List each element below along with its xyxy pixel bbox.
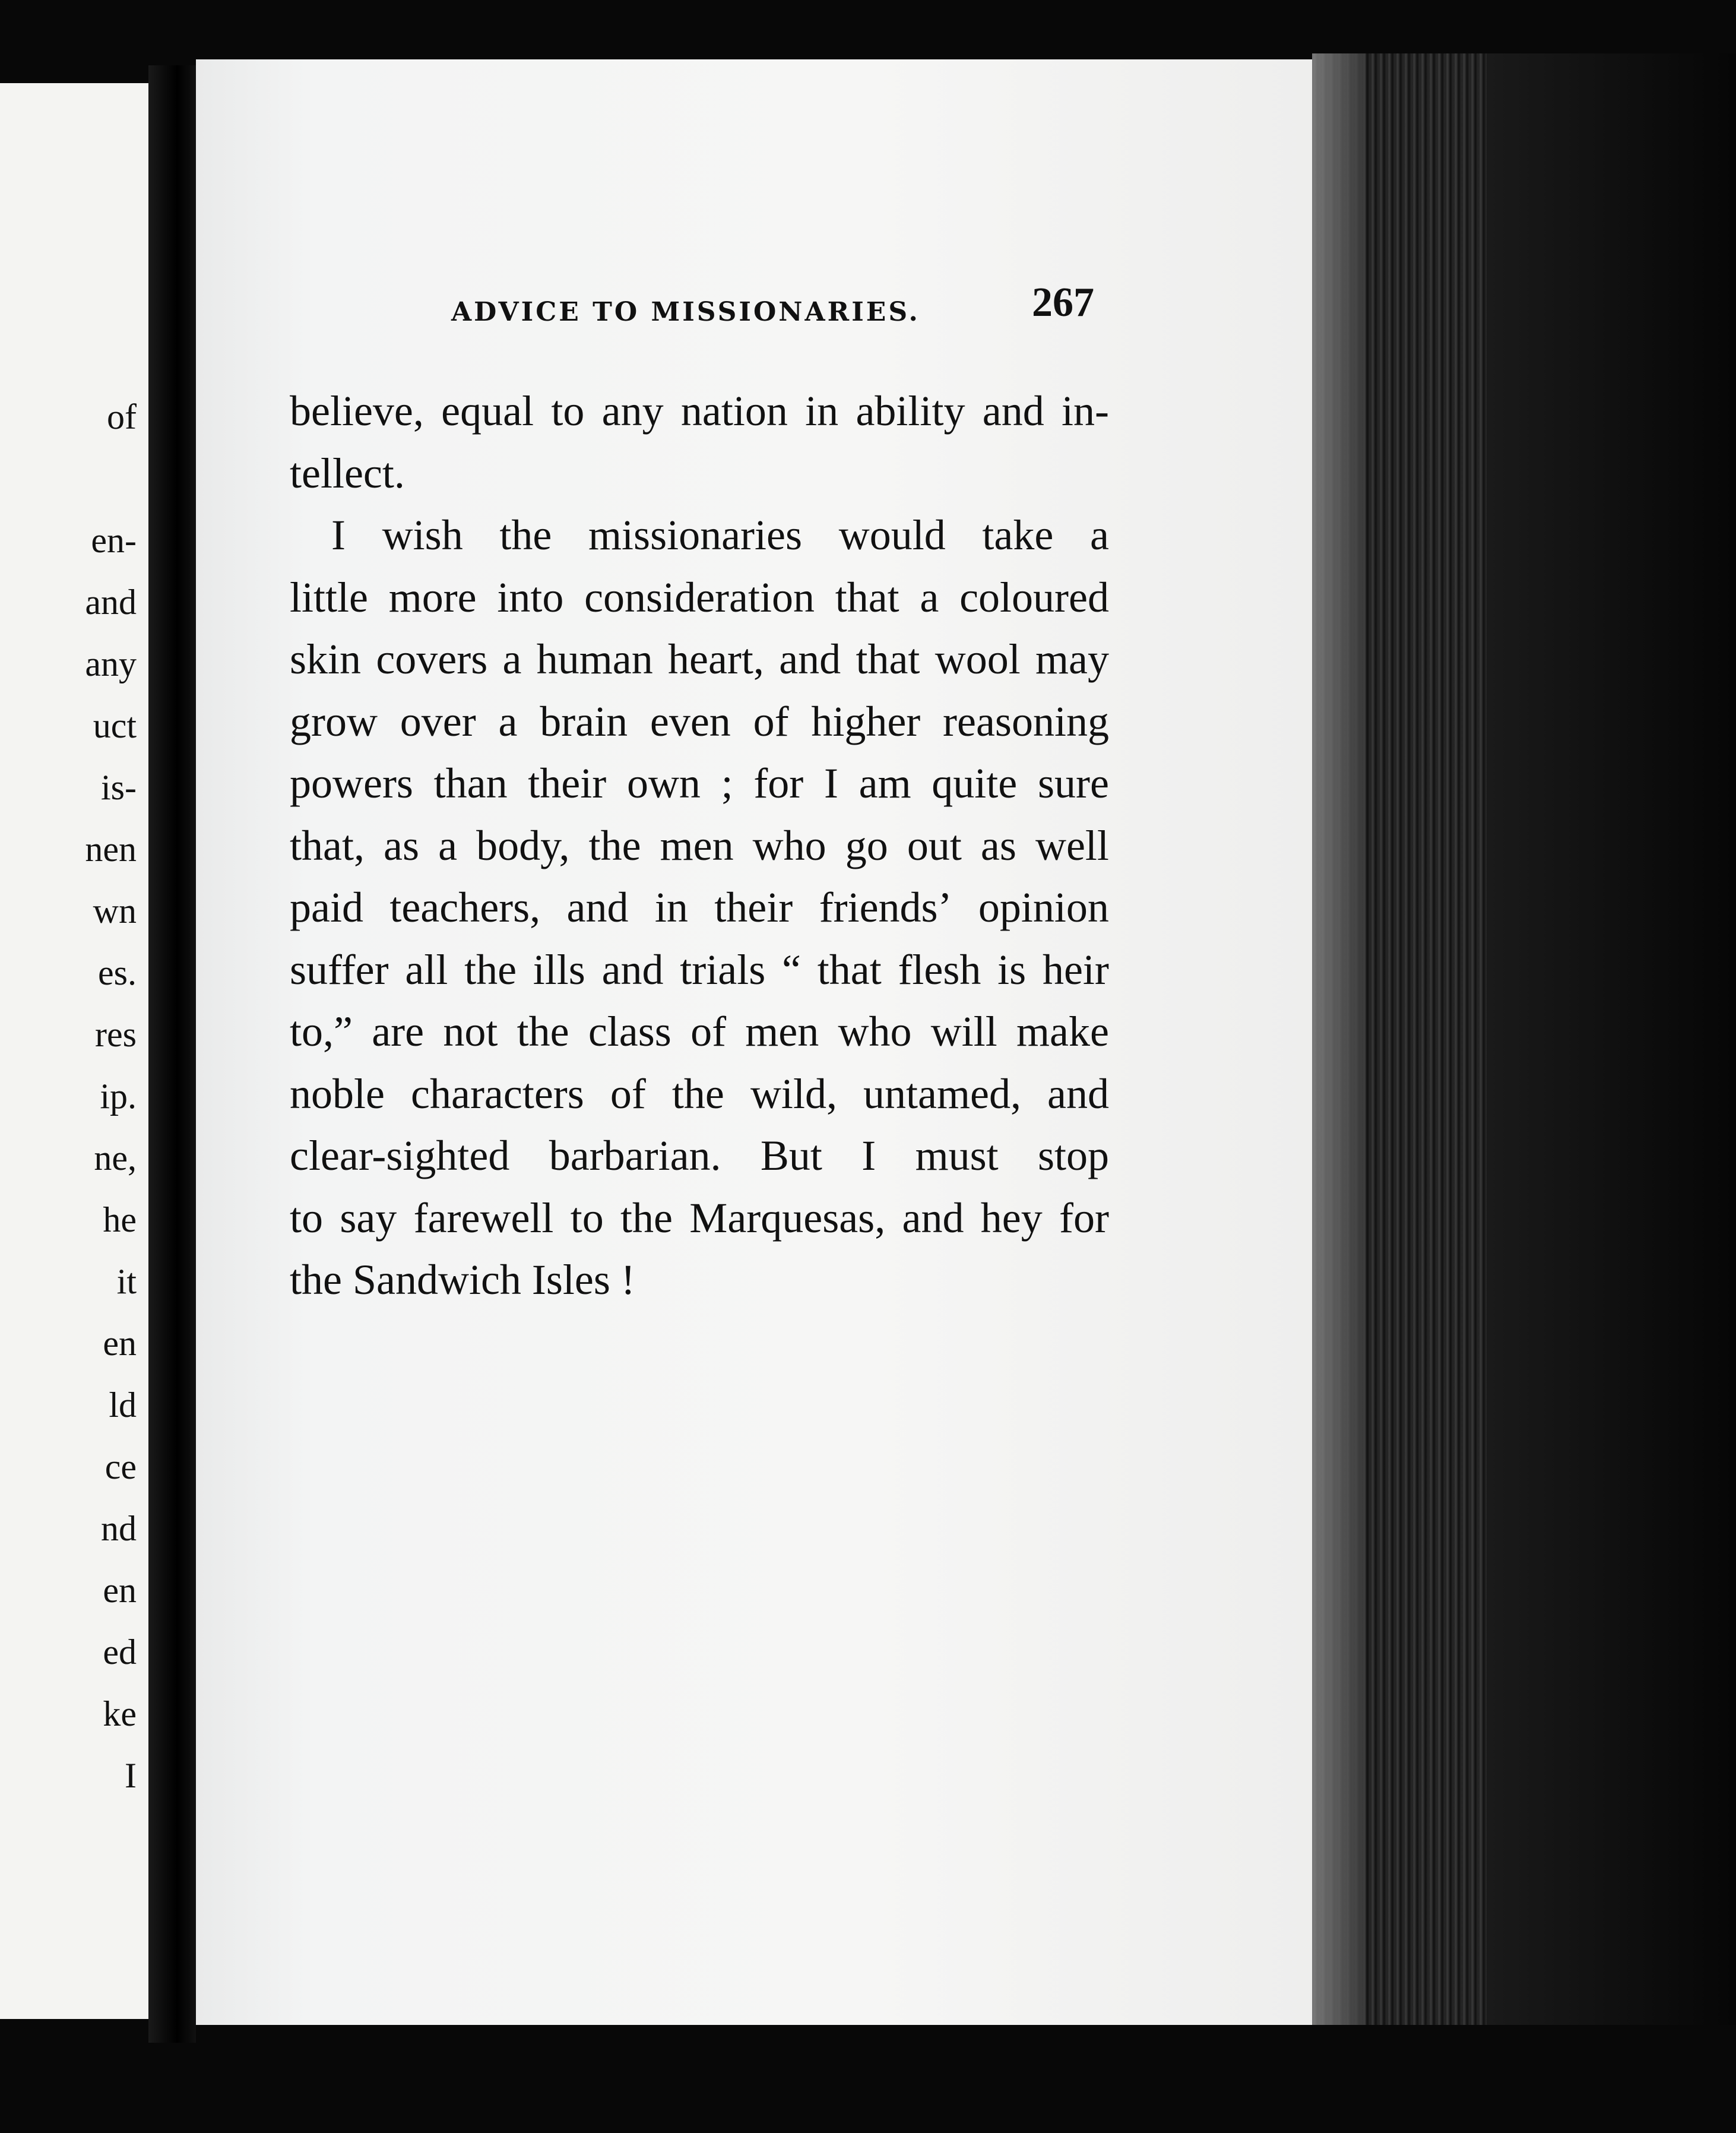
fore-edge-highlight <box>1312 53 1366 2025</box>
word: that <box>856 635 920 683</box>
word: of <box>690 1008 727 1055</box>
word: paid <box>290 884 363 931</box>
word: But <box>760 1132 822 1179</box>
line-content <box>290 567 1109 629</box>
text-line <box>290 939 1109 1001</box>
word: for <box>753 759 804 807</box>
word: barbarian. <box>549 1132 721 1179</box>
word: in <box>805 387 839 435</box>
left-fragment: ip. <box>100 1077 137 1116</box>
word: and <box>982 387 1044 435</box>
word: to <box>551 387 585 435</box>
text-line <box>290 1249 1109 1311</box>
word: heir <box>1042 945 1109 993</box>
word: a <box>1090 511 1109 559</box>
word: body, <box>476 821 570 869</box>
word: quite <box>932 759 1018 807</box>
left-page-text-fragments <box>85 386 137 1806</box>
left-fragment: en <box>103 1571 137 1610</box>
word: and <box>779 635 841 683</box>
text-line <box>290 504 1109 567</box>
word: wild, <box>750 1069 837 1118</box>
word: higher <box>811 697 921 745</box>
left-fragment: any <box>85 644 137 683</box>
left-fragment: nd <box>101 1509 137 1548</box>
text-line <box>290 380 1109 442</box>
word: ills <box>533 945 585 993</box>
word: “ <box>782 945 801 993</box>
text-line <box>290 815 1109 877</box>
line-content <box>331 504 1109 567</box>
word: nation <box>680 387 788 435</box>
word: would <box>838 511 946 559</box>
word: than <box>433 759 508 807</box>
word: in <box>654 884 688 931</box>
word: over <box>400 697 476 745</box>
word: powers <box>290 759 413 807</box>
word: that <box>835 573 899 621</box>
text-line <box>290 1187 1109 1249</box>
word: flesh <box>898 945 981 993</box>
line-content <box>290 628 1109 691</box>
left-facing-page <box>0 83 148 2019</box>
left-fragment: ne, <box>94 1138 137 1178</box>
word: into <box>497 573 564 621</box>
word: to <box>570 1194 604 1242</box>
word: stop <box>1037 1132 1109 1179</box>
word: of <box>610 1069 646 1118</box>
word: I <box>331 511 346 559</box>
left-fragment: he <box>103 1200 137 1239</box>
word: covers <box>376 635 488 683</box>
word: untamed, <box>863 1069 1021 1118</box>
word: and <box>1047 1069 1109 1118</box>
word: equal <box>441 387 534 435</box>
word: the <box>588 821 641 869</box>
left-fragment <box>85 448 137 509</box>
text-line <box>290 1063 1109 1125</box>
word: a <box>920 573 939 621</box>
word: will <box>930 1008 997 1055</box>
word: own <box>626 759 701 807</box>
word: that, <box>290 821 365 869</box>
line-content <box>290 815 1109 877</box>
line-content <box>290 752 1109 815</box>
word: reasoning <box>943 697 1109 745</box>
left-fragment: en- <box>91 521 137 560</box>
word: as <box>980 821 1016 869</box>
word: any <box>601 387 664 435</box>
left-fragment: it <box>116 1262 137 1301</box>
left-fragment: ke <box>103 1694 137 1733</box>
left-fragment: res <box>95 1015 137 1054</box>
line-content <box>290 1187 1109 1249</box>
word: to <box>290 1194 324 1242</box>
word: as <box>384 821 420 869</box>
word: grow <box>290 697 378 745</box>
word: class <box>588 1008 671 1055</box>
word: human <box>536 635 653 683</box>
word: consideration <box>584 573 815 621</box>
word: the <box>499 511 552 559</box>
word: a <box>502 635 522 683</box>
word: trials <box>680 945 766 993</box>
word: men <box>745 1008 819 1055</box>
text-line <box>290 691 1109 753</box>
word: the <box>464 945 517 993</box>
word: a <box>438 821 458 869</box>
word: of <box>753 697 789 745</box>
word: more <box>388 573 477 621</box>
word: opinion <box>978 884 1109 931</box>
word: the <box>671 1069 724 1118</box>
word: are <box>372 1008 425 1055</box>
word: must <box>915 1132 999 1179</box>
word: believe, <box>290 387 424 435</box>
left-fragment: en <box>103 1324 137 1363</box>
left-fragment: of <box>107 397 137 436</box>
word: sure <box>1037 759 1109 807</box>
word: I <box>823 759 838 807</box>
word: clear-sighted <box>290 1132 510 1179</box>
word: who <box>838 1008 912 1055</box>
text-line <box>290 876 1109 939</box>
word: hey <box>980 1194 1043 1242</box>
left-fragment: uct <box>93 706 137 745</box>
left-fragment: ed <box>103 1632 137 1672</box>
word: characters <box>411 1069 584 1118</box>
word: coloured <box>959 573 1109 621</box>
left-fragment: wn <box>93 891 137 931</box>
page-number: 267 <box>1032 280 1094 325</box>
word: skin <box>290 635 362 683</box>
book-gutter <box>148 65 196 2043</box>
word: take <box>982 511 1054 559</box>
word: a <box>498 697 518 745</box>
page-fore-edge <box>1312 53 1736 2025</box>
word: their <box>714 884 793 931</box>
left-fragment: ce <box>104 1447 137 1486</box>
word: to,” <box>290 1008 353 1055</box>
word: make <box>1016 1008 1109 1055</box>
word: who <box>752 821 826 869</box>
text-line <box>290 752 1109 815</box>
word: ; <box>721 759 733 807</box>
word: wish <box>382 511 463 559</box>
left-fragment: ld <box>109 1385 137 1425</box>
line-content: tellect. <box>290 449 405 497</box>
word: out <box>907 821 962 869</box>
fore-edge-shadow <box>1487 53 1736 2025</box>
word: in- <box>1061 387 1109 435</box>
word: the <box>517 1008 569 1055</box>
left-fragment: is- <box>101 768 137 807</box>
text-line <box>290 628 1109 691</box>
text-line <box>290 1125 1109 1187</box>
word: say <box>340 1194 397 1242</box>
word: well <box>1035 821 1109 869</box>
word: ability <box>856 387 965 435</box>
word: that <box>817 945 882 993</box>
text-line <box>290 1001 1109 1063</box>
word: even <box>650 697 731 745</box>
word: teachers, <box>389 884 541 931</box>
word: and <box>566 884 629 931</box>
word: and <box>902 1194 964 1242</box>
line-content <box>290 1125 1109 1187</box>
word: not <box>443 1008 498 1055</box>
word: go <box>845 821 888 869</box>
word: am <box>859 759 911 807</box>
word: friends’ <box>819 884 952 931</box>
left-fragment: and <box>85 583 137 622</box>
word: for <box>1059 1194 1109 1242</box>
left-fragment: I <box>125 1756 137 1795</box>
line-content <box>290 876 1109 939</box>
running-header: ADVICE TO MISSIONARIES. <box>451 297 920 327</box>
word: farewell <box>413 1194 554 1242</box>
line-content <box>290 691 1109 753</box>
text-line <box>290 442 1109 505</box>
word: little <box>290 573 368 621</box>
word: all <box>405 945 448 993</box>
body-text <box>290 380 1109 1311</box>
word: missionaries <box>588 511 803 559</box>
word: wool <box>934 635 1021 683</box>
word: heart, <box>668 635 764 683</box>
word: I <box>861 1132 876 1179</box>
word: Marquesas, <box>689 1194 886 1242</box>
word: and <box>601 945 664 993</box>
line-content <box>290 1063 1109 1125</box>
word: their <box>528 759 607 807</box>
line-content <box>290 939 1109 1001</box>
left-fragment: nen <box>85 830 137 869</box>
line-content <box>290 380 1109 442</box>
line-content: the Sandwich Isles ! <box>290 1256 635 1303</box>
word: the <box>620 1194 673 1242</box>
word: suffer <box>290 945 389 993</box>
word: may <box>1035 635 1109 683</box>
word: men <box>660 821 734 869</box>
word: is <box>997 945 1027 993</box>
text-line <box>290 567 1109 629</box>
word: brain <box>540 697 628 745</box>
left-fragment: es. <box>98 953 137 992</box>
word: noble <box>290 1069 385 1118</box>
line-content <box>290 1001 1109 1063</box>
